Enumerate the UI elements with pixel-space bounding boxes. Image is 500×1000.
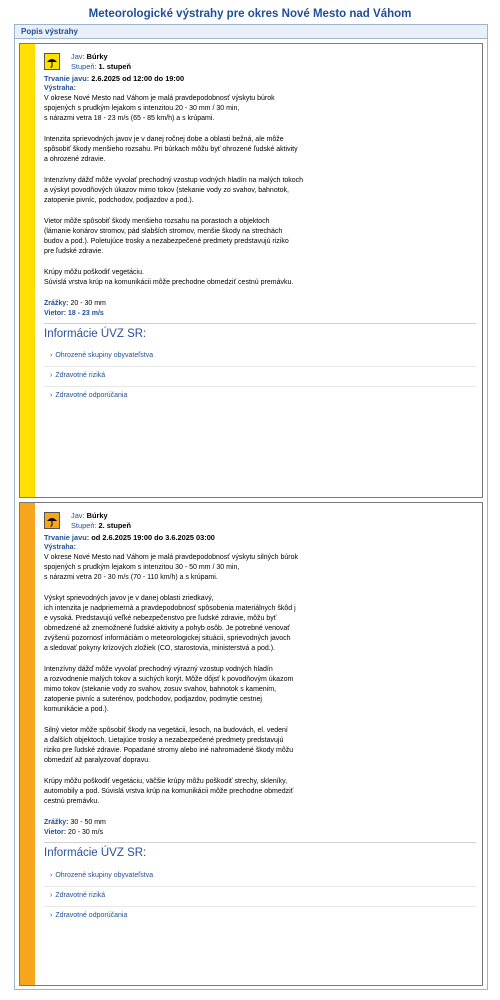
- warning-text-line: spojených s prudkým lejakom s intenzitou 30 - 50 mm / 30 min,: [44, 564, 240, 571]
- page-title: Meteorologické výstrahy pre okres Nové Mesto nad Váhom: [88, 8, 412, 20]
- warning-text-line: Výskyt sprievodných javov je v danej oblasti zriedkavý,: [44, 595, 214, 602]
- wind-value: 18 - 23 m/s: [68, 310, 104, 317]
- wind-value: 20 - 30 m/s: [68, 829, 104, 836]
- level-label: Stupeň:: [71, 62, 97, 72]
- warning-text-line: (lámanie konárov stromov, pád slabších stromov, menšie škody na strechách: [44, 228, 283, 235]
- warning-text-line: pre ľudské zdravie.: [44, 248, 104, 255]
- warning-level-color-bar: [20, 503, 35, 985]
- warning-text-line: s nárazmi vetra 18 - 23 m/s (65 - 85 km/h) a s krúpami.: [44, 115, 215, 122]
- divider: [44, 842, 476, 843]
- chevron-right-icon: ›: [50, 392, 53, 399]
- warning-text-line: zatopenie pivníc, podchodov, podjazdov a pod.).: [44, 197, 194, 204]
- uvz-title: Informácie ÚVZ SR:: [44, 847, 147, 859]
- warning-text-line: spôsobiť škody menšieho rozsahu. Pri búrkach môžu byť ohrozené ľudské aktivity: [44, 146, 298, 153]
- chevron-right-icon: ›: [50, 912, 53, 919]
- warning-text-line: obmedzené až znemožnené ľudské aktivity a pohyb osôb. Je potrebné venovať: [44, 625, 290, 632]
- link-endangered-groups[interactable]: › Ohrozené skupiny obyvateľstva: [50, 352, 154, 359]
- warning-text-line: cestnú premávku.: [44, 798, 100, 805]
- warning-card-level-1: [19, 43, 483, 498]
- section-header: Popis výstrahy: [15, 25, 487, 39]
- divider: [44, 906, 476, 907]
- warning-text-line: Krúpy môžu poškodiť vegetáciu.: [44, 269, 144, 276]
- warning-text-line: mimo tokov (stekanie vody zo svahov, zosuv svahov, bahnotok s kamenim,: [44, 686, 277, 693]
- warning-text-line: a ohrozené zdravie.: [44, 156, 106, 163]
- chevron-right-icon: ›: [50, 892, 53, 899]
- warning-text-line: zvýšenú pozornosť informáciám o meteorologickej situácii, sprievodných javoch: [44, 635, 291, 642]
- duration-value: 2.6.2025 od 12:00 do 19:00: [91, 74, 185, 83]
- duration-row: [44, 74, 184, 83]
- phenomenon-label: Jav:: [71, 52, 85, 61]
- warning-text-line: a rozvodnenie malých tokov a suchých korýt. Môže dôjsť k povodňovým úkazom: [44, 676, 294, 683]
- warning-text-line: a sledovať pokyny krízových zložiek (CO, starostovia, ministerstvá a pod.).: [44, 645, 275, 652]
- duration-value: od 2.6.2025 19:00 do 3.6.2025 03:00: [91, 533, 215, 542]
- warning-card-level-2: [19, 502, 483, 986]
- warning-text-line: obmedziť až paralyzovať dopravu.: [44, 757, 151, 764]
- duration-label: Trvanie javu:: [44, 533, 90, 542]
- divider: [44, 366, 476, 367]
- warning-text-line: Intenzita sprievodných javov je v danej ročnej dobe a oblasti bežná, ale môže: [44, 136, 284, 143]
- chevron-right-icon: ›: [50, 372, 53, 379]
- warning-text-line: Silný vietor môže spôsobiť škody na vegetácii, lesoch, na budovách, el. vedení: [44, 727, 288, 734]
- phenomenon-label: Jav:: [71, 511, 85, 520]
- wind-row: [44, 828, 103, 838]
- divider: [44, 323, 476, 324]
- chevron-right-icon: ›: [50, 352, 53, 359]
- precip-value: 30 - 50 mm: [70, 819, 106, 826]
- warning-text-line: Intenzívny dážď môže vyvolať prechodný výrazný vzostup vodných hladín: [44, 666, 273, 673]
- divider: [44, 386, 476, 387]
- precip-label: Zrážky:: [44, 300, 69, 307]
- link-endangered-groups[interactable]: › Ohrozené skupiny obyvateľstva: [50, 872, 154, 879]
- link-health-recommendations[interactable]: › Zdravotné odporúčania: [50, 912, 128, 919]
- warning-text-line: e vysoká. Predstavujú veľké nebezpečenstvo pre ľudské zdravie, môžu byť: [44, 615, 277, 622]
- wind-label: Vietor:: [44, 310, 67, 317]
- warning-text-line: a ďalších objektoch. Lietajúce trosky a nezabezpečené predmety predstavujú: [44, 737, 284, 744]
- link-health-recommendations[interactable]: › Zdravotné odporúčania: [50, 392, 128, 399]
- level-value: 2. stupeň: [98, 521, 131, 531]
- precip-value: 20 - 30 mm: [70, 300, 106, 307]
- warning-label: Výstraha:: [44, 544, 76, 551]
- link-health-risks[interactable]: › Zdravotné riziká: [50, 892, 106, 899]
- warning-text-line: s nárazmi vetra 20 - 30 m/s (70 - 110 km/h) a s krúpami.: [44, 574, 218, 581]
- warning-text-line: komunikácie a pod.).: [44, 706, 109, 713]
- level-label: Stupeň:: [71, 521, 97, 531]
- warning-text-line: zatopenie pivníc a suterénov, podchodov, podjazdov, podmytie cestnej: [44, 696, 262, 703]
- level-value: 1. stupeň: [98, 62, 131, 72]
- warning-text-line: budov a pod.). Poletujúce trosky a nezabezpečené predmety predstavujú riziko: [44, 238, 289, 245]
- precip-row: [44, 818, 106, 828]
- duration-row: [44, 533, 215, 542]
- umbrella-lightning-icon: [44, 512, 60, 529]
- umbrella-lightning-icon: [44, 53, 60, 70]
- warning-text-line: riziko pre ľudské zdravie. Popadané stromy alebo iné nahromadené škody môžu: [44, 747, 294, 754]
- warning-text-line: a výskyt povodňových úkazov mimo tokov (stekanie vody zo svahov, bahnotok,: [44, 187, 289, 194]
- uvz-title: Informácie ÚVZ SR:: [44, 328, 147, 340]
- warning-text-line: V okrese Nové Mesto nad Váhom je malá pravdepodobnosť výskytu silných búrok: [44, 554, 298, 561]
- warning-text-line: Súvislá vrstva krúp na komunikácii môže prechodne obmedziť cestnú premávku.: [44, 279, 294, 286]
- phenomenon-value: Búrky: [86, 52, 108, 61]
- chevron-right-icon: ›: [50, 872, 53, 879]
- divider: [44, 886, 476, 887]
- warning-text-line: ich intenzita je nadpriemerná a pravdepodobnosť spôsobenia materiálnych škôd j: [44, 605, 296, 612]
- warning-panel: [14, 24, 488, 990]
- wind-row: [44, 309, 104, 319]
- warning-text-line: automobily a pod. Súvislá vrstva krúp na komunikácii môže prechodne obmedziť: [44, 788, 294, 795]
- precip-row: [44, 299, 106, 309]
- phenomenon-value: Búrky: [86, 511, 108, 520]
- warning-text-line: V okrese Nové Mesto nad Váhom je malá pravdepodobnosť výskytu búrok: [44, 95, 275, 102]
- warning-text-line: Vietor môže spôsobiť škody menšieho rozsahu na porastoch a objektoch: [44, 218, 270, 225]
- warning-text-line: Intenzívny dážď môže vyvolať prechodný vzostup vodných hladín na malých tokoch: [44, 177, 304, 184]
- warning-level-color-bar: [20, 44, 35, 497]
- precip-label: Zrážky:: [44, 819, 69, 826]
- warning-text-line: spojených s prudkým lejakom s intenzitou 20 - 30 mm / 30 min,: [44, 105, 240, 112]
- link-health-risks[interactable]: › Zdravotné riziká: [50, 372, 106, 379]
- duration-label: Trvanie javu:: [44, 74, 90, 83]
- wind-label: Vietor:: [44, 829, 67, 836]
- warning-label: Výstraha:: [44, 85, 76, 92]
- warning-text-line: Krúpy môžu poškodiť vegetáciu, väčšie krúpy môžu poškodiť strechy, skleníky,: [44, 778, 288, 785]
